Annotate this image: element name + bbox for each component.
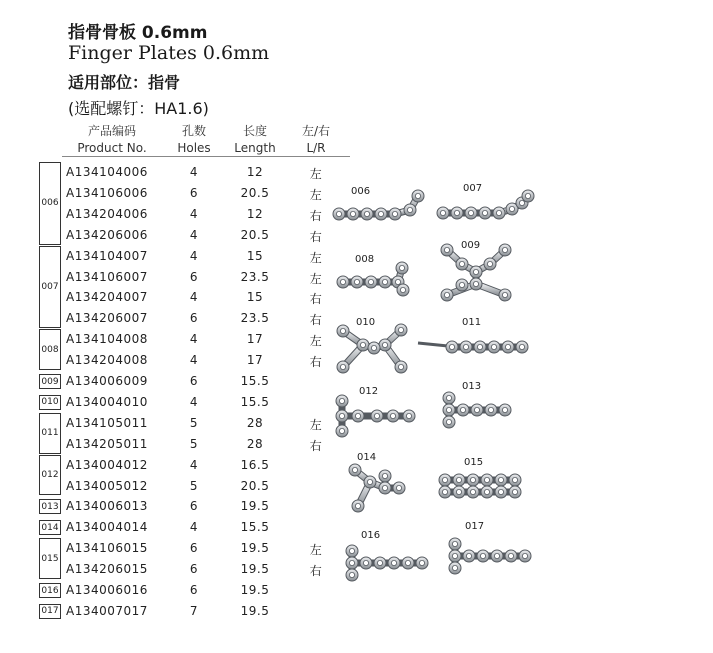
- side-indicator: 右: [309, 438, 323, 453]
- illustration-label: 013: [462, 381, 482, 392]
- hole-count: 6: [189, 185, 199, 200]
- plate-length: 19.5: [240, 583, 270, 597]
- group-label: 016: [39, 583, 61, 598]
- hole-count: 6: [189, 311, 199, 326]
- group-label: 006: [39, 162, 61, 245]
- side-indicator: 左: [309, 187, 323, 202]
- plate-015-plate: [439, 474, 521, 498]
- group-label: 013: [39, 499, 61, 514]
- plate-006-plate: [333, 190, 424, 220]
- product-code: A134206007: [66, 311, 148, 326]
- product-code: A134204007: [66, 290, 148, 305]
- product-code: A134004012: [66, 457, 148, 472]
- screw-note: (选配螺钉：HA1.6): [68, 99, 209, 118]
- illustration-label: 012: [359, 386, 379, 397]
- application-site: 适用部位：指骨: [68, 73, 181, 92]
- group-label: 015: [39, 538, 61, 579]
- group-label: 010: [39, 395, 61, 410]
- plate-length: 17: [246, 332, 264, 347]
- product-code: A134106006: [66, 185, 148, 200]
- hole-count: 4: [189, 165, 199, 179]
- side-indicator: 左: [309, 250, 323, 265]
- side-indicator: 右: [309, 564, 323, 579]
- plate-length: 20.5: [240, 227, 270, 242]
- group-label: 007: [39, 246, 61, 329]
- title-english: Finger Plates 0.6mm: [68, 42, 270, 64]
- product-code: A134104008: [66, 332, 148, 347]
- product-code: A134104007: [66, 248, 148, 263]
- illustration-label: 017: [465, 521, 485, 532]
- side-indicator: 右: [309, 208, 323, 223]
- plate-length: 23.5: [240, 269, 270, 284]
- plate-011-blade: [418, 343, 448, 346]
- side-indicator: 左: [309, 334, 323, 349]
- plate-length: 15: [246, 248, 264, 263]
- hole-count: 4: [189, 248, 199, 263]
- plate-017-plate: [449, 538, 531, 574]
- plate-length: 12: [246, 206, 264, 221]
- plate-length: 20.5: [240, 478, 270, 493]
- plate-010-plate: [337, 324, 407, 373]
- side-indicator: 右: [309, 292, 323, 307]
- header-holes-en: Holes: [177, 141, 211, 155]
- group-label: 014: [39, 520, 61, 535]
- product-code: A134106007: [66, 269, 148, 284]
- group-label: 009: [39, 374, 61, 389]
- plate-length: 15.5: [240, 394, 270, 409]
- product-code: A134004010: [66, 394, 148, 409]
- hole-count: 4: [189, 394, 199, 409]
- hole-count: 4: [189, 227, 199, 242]
- hole-count: 4: [189, 206, 199, 221]
- product-code: A134006009: [66, 374, 148, 388]
- product-code: A134205011: [66, 436, 148, 451]
- product-code: A134007017: [66, 603, 148, 618]
- plate-length: 15: [246, 290, 264, 305]
- header-holes-cn: 孔数: [181, 124, 206, 138]
- side-indicator: 左: [309, 417, 323, 432]
- header-product-en: Product No.: [77, 141, 147, 155]
- group-label: 012: [39, 455, 61, 496]
- illustration-label: 014: [357, 452, 377, 463]
- side-indicator: 左: [309, 271, 323, 286]
- side-indicator: 右: [309, 229, 323, 244]
- illustration-label: 006: [351, 186, 371, 197]
- header-lr-cn: 左/右: [301, 124, 331, 138]
- header-product-cn: 产品编码: [87, 124, 136, 138]
- hole-count: 4: [189, 520, 199, 535]
- product-code: A134006016: [66, 583, 148, 597]
- plate-013-plate: [443, 392, 511, 428]
- header-length-en: Length: [234, 141, 276, 155]
- hole-count: 6: [189, 499, 199, 514]
- plate-length: 19.5: [240, 562, 270, 577]
- side-indicator: 左: [309, 543, 323, 558]
- side-indicator: 右: [309, 355, 323, 370]
- plate-length: 20.5: [240, 185, 270, 200]
- plate-length: 19.5: [240, 541, 270, 556]
- plate-009-plate: [441, 244, 511, 301]
- group-label: 017: [39, 604, 61, 619]
- plate-016-plate: [346, 545, 428, 581]
- hole-count: 4: [189, 332, 199, 347]
- side-indicator: 左: [309, 167, 323, 181]
- hole-count: 7: [189, 603, 199, 618]
- plate-length: 16.5: [240, 457, 270, 472]
- illustration-label: 009: [461, 240, 481, 251]
- product-code: A134004014: [66, 520, 148, 535]
- plate-length: 15.5: [240, 374, 270, 388]
- product-code: A134106015: [66, 541, 148, 556]
- group-label: 008: [39, 329, 61, 370]
- header-length-cn: 长度: [242, 124, 267, 138]
- illustration-label: 011: [462, 317, 482, 328]
- product-code: A134006013: [66, 499, 148, 514]
- side-indicator: 右: [309, 313, 323, 328]
- product-code: A134206015: [66, 562, 148, 577]
- product-code: A134204008: [66, 353, 148, 368]
- hole-count: 6: [189, 374, 199, 388]
- hole-count: 6: [189, 269, 199, 284]
- hole-count: 5: [189, 436, 199, 451]
- product-code: A134206006: [66, 227, 148, 242]
- illustration-label: 008: [355, 254, 375, 265]
- plate-length: 28: [246, 415, 264, 430]
- hole-count: 4: [189, 353, 199, 368]
- plate-length: 28: [246, 436, 264, 451]
- plate-length: 17: [246, 353, 264, 368]
- plate-length: 19.5: [240, 603, 270, 618]
- plate-012-plate: [336, 395, 415, 437]
- illustration-label: 010: [356, 317, 376, 328]
- plate-length: 12: [246, 165, 264, 179]
- plate-014-plate: [349, 464, 405, 512]
- group-label: 011: [39, 413, 61, 454]
- product-code: A134204006: [66, 206, 148, 221]
- product-code: A134005012: [66, 478, 148, 493]
- illustration-label: 007: [463, 183, 483, 194]
- illustration-label: 015: [464, 457, 484, 468]
- plate-length: 15.5: [240, 520, 270, 535]
- hole-count: 6: [189, 541, 199, 556]
- product-code: A134104006: [66, 165, 148, 179]
- hole-count: 5: [189, 478, 199, 493]
- plate-007-plate: [437, 190, 534, 219]
- plate-length: 19.5: [240, 499, 270, 514]
- hole-count: 4: [189, 457, 199, 472]
- hole-count: 6: [189, 583, 199, 597]
- plate-008-plate: [337, 262, 409, 296]
- title-chinese: 指骨骨板 0.6mm: [68, 23, 208, 43]
- hole-count: 4: [189, 290, 199, 305]
- plate-011-plate: [446, 341, 528, 353]
- header-lr-en: L/R: [306, 141, 326, 155]
- hole-count: 6: [189, 562, 199, 577]
- plate-length: 23.5: [240, 311, 270, 326]
- product-code: A134105011: [66, 415, 148, 430]
- hole-count: 5: [189, 415, 199, 430]
- illustration-label: 016: [361, 530, 381, 541]
